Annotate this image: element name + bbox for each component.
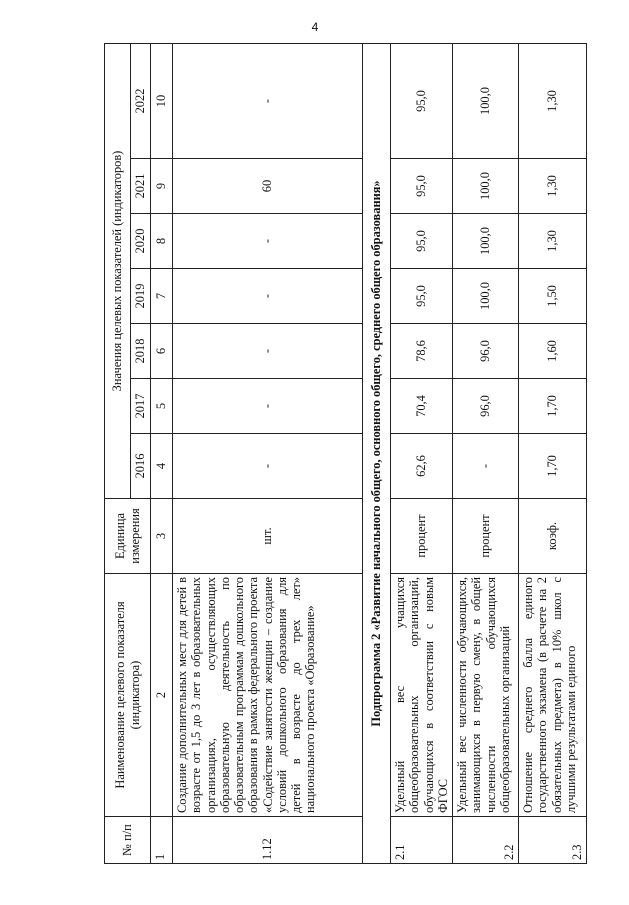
row-value: 100,0 <box>453 269 519 324</box>
rotated-table-container <box>104 44 594 864</box>
header-values-group: Значения целевых показателей (индикаторов) <box>105 44 131 499</box>
page-number: 4 <box>311 20 319 34</box>
row-value: 100,0 <box>453 44 519 159</box>
row-value: 1,30 <box>519 159 587 214</box>
index-cell: 3 <box>151 499 173 574</box>
index-cell: 5 <box>151 379 173 434</box>
index-cell: 6 <box>151 324 173 379</box>
row-value: 60 <box>173 159 363 214</box>
header-year: 2017 <box>131 379 151 434</box>
row-name: Удельный вес численности обучающихся, занимающихся в первую смену, в общей численности обучающихся общеобразовательных организаций <box>453 574 519 817</box>
row-value: 96,0 <box>453 379 519 434</box>
row-value: 95,0 <box>391 159 453 214</box>
row-value: 1,50 <box>519 269 587 324</box>
header-year: 2018 <box>131 324 151 379</box>
subprogram-row <box>363 44 391 864</box>
row-value: 100,0 <box>453 214 519 269</box>
row-value: - <box>173 324 363 379</box>
row-value: 1,30 <box>519 214 587 269</box>
row-value: - <box>173 434 363 499</box>
row-unit: коэф. <box>519 499 587 574</box>
header-year: 2021 <box>131 159 151 214</box>
row-name: Создание дополнительных мест для детей в возрасте от 1,5 до 3 лет в образовательных организациях, осуществляющих образовательную деятельность по образовательным программам дошкольного образования в рамках федерального проекта «Содействие занятости женщин – создание условий дошкольного образования для детей в возрасте до трех лет» национального проекта «Образование» <box>173 574 363 817</box>
header-num: № п/п <box>105 817 151 864</box>
index-cell: 9 <box>151 159 173 214</box>
index-cell: 2 <box>151 574 173 817</box>
row-value: 95,0 <box>391 269 453 324</box>
index-cell: 7 <box>151 269 173 324</box>
header-name: Наименование целевого показателя (индикатора) <box>105 574 151 817</box>
row-value: 70,4 <box>391 379 453 434</box>
row-num: 2.2 <box>453 817 519 864</box>
table-row <box>173 44 363 864</box>
row-value: 62,6 <box>391 434 453 499</box>
row-name: Отношение среднего балла единого государственного экзамена (в расчете на 2 обязательных предмета) в 10% школ с лучшими результатами единого <box>519 574 587 817</box>
row-unit: процент <box>391 499 453 574</box>
indicators-table <box>104 43 587 864</box>
row-value: 78,6 <box>391 324 453 379</box>
row-name: Удельный вес учащихся общеобразовательных организаций, обучающихся в соответствии с новым ФГОС <box>391 574 453 817</box>
row-value: - <box>173 44 363 159</box>
table-row <box>519 44 587 864</box>
row-value: 1,70 <box>519 434 587 499</box>
row-value: 1,60 <box>519 324 587 379</box>
header-unit: Единица измерения <box>105 499 151 574</box>
header-year: 2016 <box>131 434 151 499</box>
index-cell: 10 <box>151 44 173 159</box>
row-unit: шт. <box>173 499 363 574</box>
subprogram-title: Подпрограмма 2 «Развитие начального общего, основного общего, среднего общего образования» <box>363 44 391 864</box>
row-value: - <box>173 379 363 434</box>
row-num: 2.3 <box>519 817 587 864</box>
header-year: 2020 <box>131 214 151 269</box>
row-value: 95,0 <box>391 44 453 159</box>
row-unit: процент <box>453 499 519 574</box>
row-value: - <box>173 269 363 324</box>
row-value: 96,0 <box>453 324 519 379</box>
index-cell: 4 <box>151 434 173 499</box>
header-year: 2019 <box>131 269 151 324</box>
table-row <box>391 44 453 864</box>
row-num: 1.12 <box>173 817 363 864</box>
header-year: 2022 <box>131 44 151 159</box>
row-value: - <box>453 434 519 499</box>
row-value: 1,70 <box>519 379 587 434</box>
row-value: 1,30 <box>519 44 587 159</box>
row-value: - <box>173 214 363 269</box>
table-row <box>453 44 519 864</box>
row-value: 100,0 <box>453 159 519 214</box>
index-cell: 1 <box>151 817 173 864</box>
row-value: 95,0 <box>391 214 453 269</box>
index-cell: 8 <box>151 214 173 269</box>
row-num: 2.1 <box>391 817 453 864</box>
